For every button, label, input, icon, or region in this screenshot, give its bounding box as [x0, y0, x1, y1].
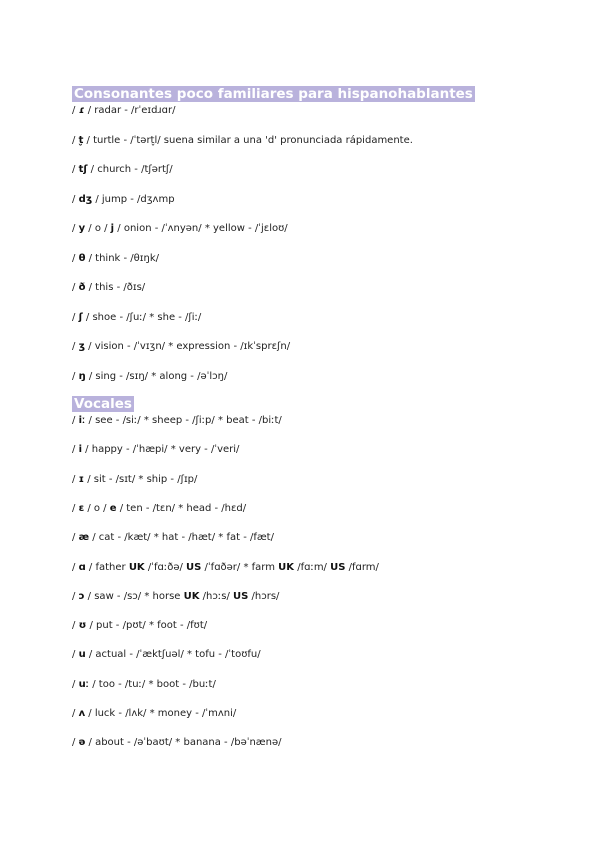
ipa-symbol: dʒ — [78, 193, 93, 205]
example-text: / luck - /lʌk/ * money - /ˈmʌni/ — [85, 708, 237, 719]
ipa-symbol: ŋ — [78, 370, 86, 382]
example-text: /ˈfɑːðə/ — [144, 561, 187, 573]
ipa-symbol: e — [109, 502, 117, 514]
example-text: / father — [85, 561, 129, 573]
vowels-line — [72, 531, 274, 544]
example-text: / too - /tuː/ * boot - /buːt/ — [89, 678, 216, 690]
example-text: /ˈfɑðər/ * farm — [201, 561, 279, 573]
vowels-line — [72, 678, 216, 691]
ipa-symbol: uː — [78, 678, 90, 690]
example-text: / sing - /sɪŋ/ * along - /əˈlɔŋ/ — [85, 370, 228, 382]
ipa-symbol: ʃ — [78, 311, 83, 323]
slash: / — [72, 649, 79, 661]
ipa-symbol: ɪ — [78, 473, 85, 485]
ipa-symbol: US — [186, 561, 202, 573]
ipa-symbol: tʃ — [78, 164, 88, 175]
example-text: / this - /ðɪs/ — [85, 282, 146, 293]
example-text: / cat - /kæt/ * hat - /hæt/ * fat - /fæt/ — [89, 532, 274, 544]
ipa-symbol: j — [110, 223, 115, 234]
consonants-line — [72, 370, 227, 383]
consonants-line — [72, 193, 175, 206]
ipa-symbol: US — [233, 590, 249, 602]
slash: / — [72, 134, 79, 146]
slash: / — [72, 708, 79, 719]
example-text: / radar - /rˈeɪdɹɑr/ — [84, 105, 176, 116]
slash: / — [72, 415, 79, 426]
ipa-symbol: ə — [78, 737, 86, 749]
consonants-line — [72, 104, 175, 117]
consonants-line — [72, 281, 145, 294]
example-text: / sit - /sɪt/ * ship - /ʃɪp/ — [84, 473, 198, 485]
slash: / — [72, 444, 79, 456]
ipa-symbol: i — [78, 444, 82, 456]
ipa-symbol: æ — [78, 532, 90, 544]
slash: / — [72, 164, 79, 175]
ipa-symbol: t̬ — [78, 134, 84, 146]
example-text: /fɑrm/ — [345, 561, 379, 573]
ipa-symbol: ɑ — [78, 561, 86, 573]
example-text: / jump - /dʒʌmp — [92, 193, 175, 205]
ipa-symbol: ʒ — [78, 341, 85, 352]
ipa-symbol: UK — [128, 561, 145, 573]
vowels-line — [72, 561, 379, 574]
ipa-symbol: ɔ — [78, 590, 85, 602]
slash: / — [72, 561, 79, 573]
example-text: / saw - /sɔ/ * horse — [84, 590, 184, 602]
vowels-line — [72, 502, 246, 515]
consonants-line — [72, 222, 288, 235]
ipa-symbol: ɾ — [78, 105, 85, 116]
example-text: /hɔːs/ — [199, 590, 234, 602]
slash: / — [72, 502, 79, 514]
example-text: / see - /siː/ * sheep - /ʃiːp/ * beat - /biːt/ — [85, 415, 282, 426]
vowels-line — [72, 707, 236, 720]
vowels-line — [72, 590, 279, 603]
ipa-symbol: iː — [78, 415, 86, 426]
ipa-symbol: UK — [183, 590, 200, 602]
example-text: / shoe - /ʃuː/ * she - /ʃiː/ — [82, 311, 202, 323]
vowels-line — [72, 619, 207, 632]
slash: / — [72, 590, 79, 602]
consonants-line — [72, 252, 159, 265]
slash: / — [72, 311, 79, 323]
slash: / — [72, 341, 79, 352]
vowels-line — [72, 414, 282, 427]
example-text: /hɔrs/ — [248, 590, 280, 602]
ipa-symbol: u — [78, 649, 86, 661]
example-text: / church - /tʃərtʃ/ — [87, 164, 173, 175]
consonants-line — [72, 163, 173, 176]
example-text: / think - /θɪŋk/ — [85, 252, 159, 264]
vowels-line — [72, 648, 261, 661]
slash: / — [72, 532, 79, 544]
example-text: / o / — [84, 502, 110, 514]
ipa-symbol: ʊ — [78, 620, 87, 632]
example-text: / onion - /ˈʌnyən/ * yellow - /ˈjɛloʊ/ — [114, 223, 288, 234]
example-text: / o / — [85, 223, 111, 234]
vowels-line — [72, 443, 239, 456]
ipa-symbol: ɛ — [78, 502, 85, 514]
slash: / — [72, 620, 79, 632]
slash: / — [72, 252, 79, 264]
vowels-line — [72, 473, 197, 486]
consonants-heading: Consonantes poco familiares para hispanohablantes — [74, 86, 473, 102]
slash: / — [72, 370, 79, 382]
example-text: /fɑːm/ — [294, 561, 331, 573]
example-text: / turtle - /ˈtərt̬l/ suena similar a una 'd' pronunciada rápidamente. — [83, 134, 413, 146]
slash: / — [72, 223, 79, 234]
ipa-symbol: US — [330, 561, 346, 573]
ipa-symbol: y — [78, 223, 86, 234]
vowels-line — [72, 736, 281, 749]
slash: / — [72, 105, 79, 116]
example-text: / happy - /ˈhæpi/ * very - /ˈveri/ — [82, 444, 240, 456]
ipa-symbol: ð — [78, 282, 86, 293]
example-text: / about - /əˈbaʊt/ * banana - /bəˈnænə/ — [85, 737, 282, 749]
ipa-symbol: θ — [78, 252, 86, 264]
example-text: / vision - /ˈvɪʒn/ * expression - /ɪkˈsprɛʃn/ — [84, 341, 291, 352]
example-text: / put - /pʊt/ * foot - /fʊt/ — [86, 620, 208, 632]
ipa-symbol: ʌ — [78, 708, 86, 719]
vowels-heading: Vocales — [74, 396, 132, 412]
slash: / — [72, 193, 79, 205]
ipa-symbol: UK — [278, 561, 295, 573]
consonants-line — [72, 134, 413, 147]
example-text: / actual - /ˈæktʃuəl/ * tofu - /ˈtoʊfu/ — [85, 649, 261, 661]
slash: / — [72, 737, 79, 749]
consonants-line — [72, 311, 201, 324]
slash: / — [72, 678, 79, 690]
slash: / — [72, 282, 79, 293]
consonants-line — [72, 340, 290, 353]
slash: / — [72, 473, 79, 485]
example-text: / ten - /tɛn/ * head - /hɛd/ — [116, 502, 247, 514]
